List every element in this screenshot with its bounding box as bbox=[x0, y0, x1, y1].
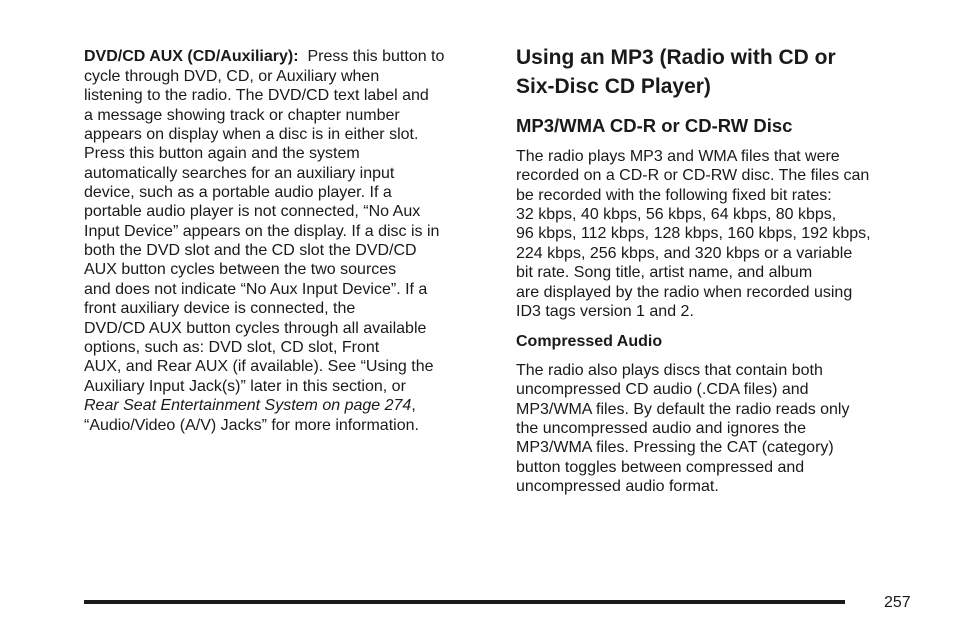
paragraph-line: are displayed by the radio when recorded using bbox=[516, 284, 853, 301]
paragraph-line: both the DVD slot and the CD slot the DVD/CD bbox=[84, 242, 417, 259]
paragraph-line: MP3/WMA files. Pressing the CAT (category) bbox=[516, 439, 834, 456]
paragraph-line: Input Device” appears on the display. If a disc is in bbox=[84, 223, 440, 240]
paragraph-line: Press this button again and the system bbox=[84, 145, 360, 162]
paragraph-line: device, such as a portable audio player. If a bbox=[84, 184, 392, 201]
paragraph-line: front auxiliary device is connected, the bbox=[84, 300, 356, 317]
paragraph-line: portable audio player is not connected, “No Aux bbox=[84, 203, 421, 220]
paragraph-line: MP3/WMA files. By default the radio reads only bbox=[516, 401, 850, 418]
paragraph-line: be recorded with the following fixed bit rates: bbox=[516, 187, 832, 204]
subsection-heading: MP3/WMA CD-R or CD-RW Disc bbox=[516, 115, 793, 136]
paragraph-line: The radio plays MP3 and WMA files that were bbox=[516, 148, 840, 165]
punctuation: , bbox=[411, 397, 416, 414]
paragraph-line: button toggles between compressed and bbox=[516, 459, 805, 476]
paragraph-line: a message showing track or chapter number bbox=[84, 107, 400, 124]
paragraph-line: the uncompressed audio and ignores the bbox=[516, 420, 806, 437]
paragraph-line: listening to the radio. The DVD/CD text label and bbox=[84, 87, 429, 104]
footer-rule bbox=[84, 600, 845, 604]
paragraph-line: Auxiliary Input Jack(s)” later in this section, or bbox=[84, 378, 406, 395]
paragraph-line: cycle through DVD, CD, or Auxiliary when bbox=[84, 68, 380, 85]
paragraph-line: 96 kbps, 112 kbps, 128 kbps, 160 kbps, 192 kbps, bbox=[516, 225, 871, 242]
section-heading: Using an MP3 (Radio with CD or bbox=[516, 46, 836, 69]
paragraph-text: Press this button to bbox=[307, 48, 445, 65]
term-label: DVD/CD AUX (CD/Auxiliary): bbox=[84, 48, 299, 65]
section-heading: Six-Disc CD Player) bbox=[516, 75, 711, 98]
paragraph-line: uncompressed audio format. bbox=[516, 478, 719, 495]
subsection-heading: Compressed Audio bbox=[516, 333, 663, 350]
paragraph-line: 32 kbps, 40 kbps, 56 kbps, 64 kbps, 80 kbps, bbox=[516, 206, 837, 223]
paragraph-line: AUX, and Rear AUX (if available). See “Using the bbox=[84, 358, 434, 375]
paragraph-line: options, such as: DVD slot, CD slot, Front bbox=[84, 339, 380, 356]
page-number: 257 bbox=[884, 594, 911, 611]
paragraph-line: recorded on a CD-R or CD-RW disc. The files can bbox=[516, 167, 870, 184]
paragraph-line: bit rate. Song title, artist name, and album bbox=[516, 264, 813, 281]
paragraph-line: The radio also plays discs that contain both bbox=[516, 362, 823, 379]
paragraph-line: DVD/CD AUX button cycles through all available bbox=[84, 320, 427, 337]
cross-reference-link[interactable]: Rear Seat Entertainment System on page 274 bbox=[84, 397, 412, 414]
paragraph-line: and does not indicate “No Aux Input Device”. If a bbox=[84, 281, 428, 298]
paragraph-line bbox=[84, 396, 416, 415]
paragraph-line: appears on display when a disc is in either slot. bbox=[84, 126, 419, 143]
paragraph-line: AUX button cycles between the two sources bbox=[84, 261, 397, 278]
paragraph-line: “Audio/Video (A/V) Jacks” for more information. bbox=[84, 417, 419, 434]
paragraph-line: uncompressed CD audio (.CDA files) and bbox=[516, 381, 809, 398]
paragraph-first-line bbox=[84, 47, 444, 66]
paragraph-line: 224 kbps, 256 kbps, and 320 kbps or a variable bbox=[516, 245, 853, 262]
paragraph-line: automatically searches for an auxiliary input bbox=[84, 165, 395, 182]
paragraph-line: ID3 tags version 1 and 2. bbox=[516, 303, 694, 320]
